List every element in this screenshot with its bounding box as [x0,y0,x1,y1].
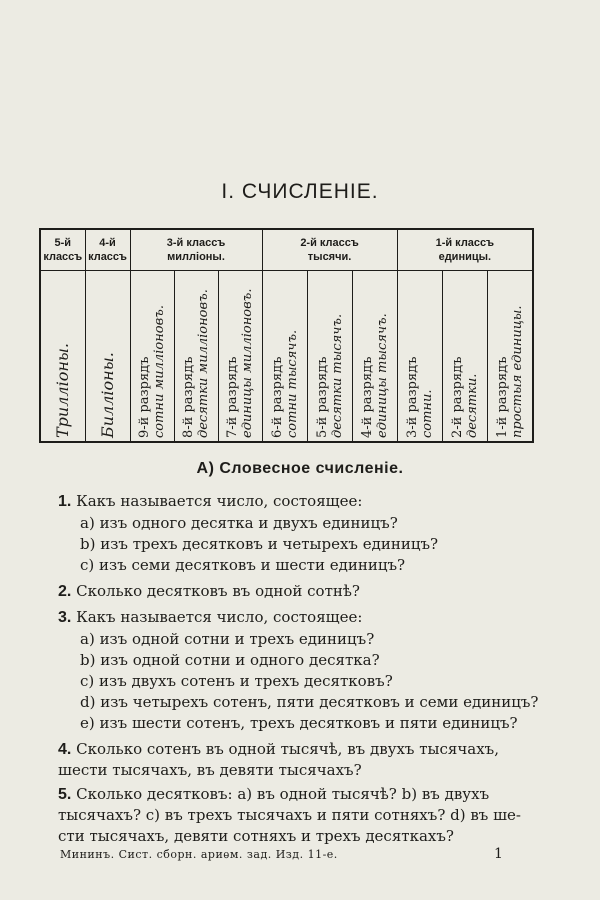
question-text: Сколько десятковъ: а) въ одной тысячѣ? b) въ двухъ [76,785,490,803]
question-text: шести тысячахъ, въ девяти тысячахъ? [58,761,362,779]
question-part: а) изъ одного десятка и двухъ единицъ? [80,514,398,532]
column-rank-8: 8-й разрядъ десятки милліоновъ. [174,271,218,443]
column-rank-4: 4-й разрядъ единицы тысячъ. [352,271,397,443]
column-rank-3: 3-й разрядъ сотни. [397,271,442,443]
page-title: I. СЧИСЛЕНІЕ. [221,180,379,203]
header-class-2: 2-й классъ тысячи. [262,229,397,271]
question-part: b) изъ трехъ десятковъ и четырехъ единицъ? [80,535,439,553]
question-text: Какъ называется число, состоящее: [76,608,363,626]
question-number: 2. [58,583,72,600]
column-rank-1: 1-й разрядъ простыя единицы. [487,271,533,443]
question-part: е) изъ шести сотенъ, трехъ десятковъ и пяти единицъ? [80,714,518,732]
header-class-5: 5-й классъ [40,229,85,271]
column-trillions: Трилліоны. [40,271,85,443]
header-class-1: 1-й классъ единицы. [397,229,533,271]
question-part: b) изъ одной сотни и одного десятка? [80,651,380,669]
question-text: Какъ называется число, состоящее: [76,492,363,510]
column-rank-7: 7-й разрядъ единицы милліоновъ. [218,271,262,443]
column-billions: Билліоны. [85,271,130,443]
footer-citation: Мининъ. Сист. сборн. ариѳм. зад. Изд. 11-е. [60,848,338,861]
place-value-table [39,228,534,443]
question-part: а) изъ одной сотни и трехъ единицъ? [80,630,375,648]
question-number: 3. [58,609,72,626]
question-number: 4. [58,741,72,758]
question-text: Сколько десятковъ въ одной сотнѣ? [76,582,360,600]
question-number: 1. [58,493,72,510]
question-text: сти тысячахъ, девяти сотняхъ и трехъ десяткахъ? [58,827,454,845]
question-part: d) изъ четырехъ сотенъ, пяти десятковъ и семи единицъ? [80,693,539,711]
column-rank-6: 6-й разрядъ сотни тысячъ. [262,271,307,443]
question-number: 5. [58,786,72,803]
column-rank-5: 5-й разрядъ десятки тысячъ. [307,271,352,443]
column-rank-9: 9-й разрядъ сотни милліоновъ. [130,271,174,443]
question-text: Сколько сотенъ въ одной тысячѣ, въ двухъ тысячахъ, [76,740,499,758]
question-part: с) изъ семи десятковъ и шести единицъ? [80,556,406,574]
header-class-4: 4-й классъ [85,229,130,271]
question-text: тысячахъ? с) въ трехъ тысячахъ и пяти сотняхъ? d) въ ше- [58,806,521,824]
question-part: с) изъ двухъ сотенъ и трехъ десятковъ? [80,672,393,690]
section-heading: А) Словесное счисленіе. [196,460,404,477]
column-rank-2: 2-й разрядъ десятки. [442,271,487,443]
page-number: 1 [494,846,503,862]
header-class-3: 3-й классъ милліоны. [130,229,262,271]
